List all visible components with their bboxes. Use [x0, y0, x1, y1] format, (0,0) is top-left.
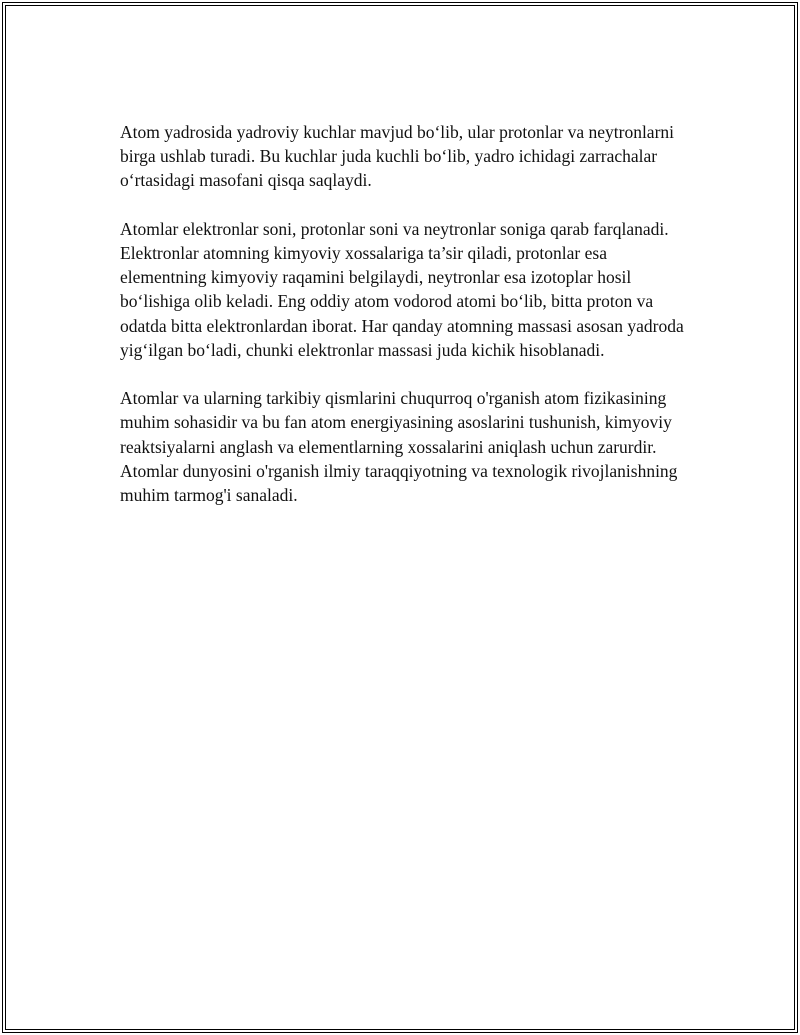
- document-body: [120, 120, 694, 531]
- paragraph-2: Atomlar elektronlar soni, protonlar soni va neytronlar soniga qarab farqlanadi. Elektronlar atomning kimyoviy xossalariga ta’sir qiladi, protonlar esa elementning kimyoviy raqamini belgilaydi, neytronlar esa izotoplar hosil bo‘lishiga olib keladi. Eng oddiy atom vodorod atomi bo‘lib, bitta proton va odatda bitta elektronlardan iborat. Har qanday atomning massasi asosan yadroda yig‘ilgan bo‘ladi, chunki elektronlar massasi juda kichik hisoblanadi.: [120, 218, 684, 360]
- paragraph-3: Atomlar va ularning tarkibiy qismlarini chuqurroq o'rganish atom fizikasining muhim sohasidir va bu fan atom energiyasining asoslarini tushunish, kimyoviy reaktsiyalarni anglash va elementlarning xossalarini aniqlash uchun zarurdir. Atomlar dunyosini o'rganish ilmiy taraqqiyotning va texnologik rivojlanishning muhim tarmog'i sanaladi.: [120, 388, 678, 506]
- page: [6, 6, 794, 1029]
- paragraph-1: Atom yadrosida yadroviy kuchlar mavjud bo‘lib, ular protonlar va neytronlarni birga ushlab turadi. Bu kuchlar juda kuchli bo‘lib, yadro ichidagi zarrachalar o‘rtasidagi masofani qisqa saqlaydi.: [120, 122, 675, 191]
- page-border: [2, 2, 798, 1033]
